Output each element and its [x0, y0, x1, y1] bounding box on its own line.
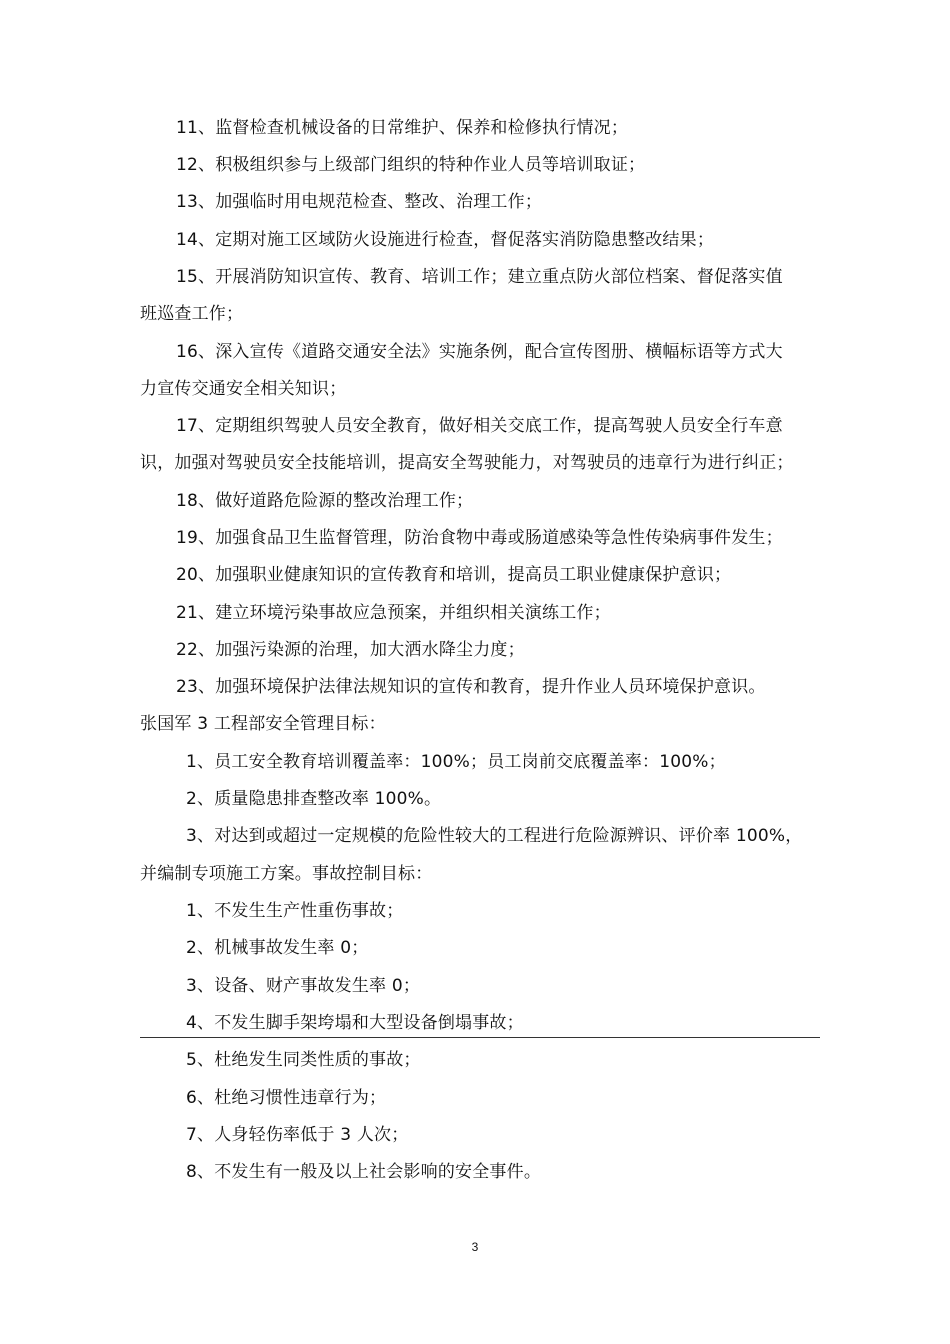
measure-item-14: 14、定期对施工区域防火设施进行检查，督促落实消防隐患整改结果；: [176, 230, 715, 250]
accident-target-5: 5、杜绝发生同类性质的事故；: [186, 1050, 421, 1070]
goal-item-2: 2、质量隐患排查整改率 100%。: [186, 789, 442, 809]
measure-item-16-continued: 力宣传交通安全相关知识；: [140, 379, 347, 399]
measure-item-19: 19、加强食品卫生监督管理，防治食物中毒或肠道感染等急性传染病事件发生；: [176, 528, 783, 548]
goal-item-3-continued: 并编制专项施工方案。事故控制目标：: [140, 864, 433, 884]
goal-item-3: 3、对达到或超过一定规模的危险性较大的工程进行危险源辨识、评价率 100%，: [186, 826, 803, 846]
measure-item-21: 21、建立环境污染事故应急预案，并组织相关演练工作；: [176, 603, 611, 623]
measure-item-13: 13、加强临时用电规范检查、整改、治理工作；: [176, 192, 543, 212]
measure-item-11: 11、监督检查机械设备的日常维护、保养和检修执行情况；: [176, 118, 629, 138]
accident-target-3: 3、设备、财产事故发生率 0；: [186, 976, 421, 996]
accident-target-6: 6、杜绝习惯性违章行为；: [186, 1088, 387, 1108]
horizontal-divider: [140, 1037, 820, 1038]
measure-item-22: 22、加强污染源的治理，加大洒水降尘力度；: [176, 640, 525, 660]
measure-item-15-continued: 班巡查工作；: [140, 304, 244, 324]
measure-item-17-continued: 识，加强对驾驶员安全技能培训，提高安全驾驶能力，对驾驶员的违章行为进行纠正；: [140, 453, 794, 473]
accident-target-1: 1、不发生生产性重伤事故；: [186, 901, 404, 921]
measure-item-20: 20、加强职业健康知识的宣传教育和培训，提高员工职业健康保护意识；: [176, 565, 732, 585]
measure-item-12: 12、积极组织参与上级部门组织的特种作业人员等培训取证；: [176, 155, 646, 175]
measure-item-18: 18、做好道路危险源的整改治理工作；: [176, 491, 474, 511]
goal-item-1: 1、员工安全教育培训覆盖率：100%；员工岗前交底覆盖率：100%；: [186, 752, 726, 772]
accident-target-4: 4、不发生脚手架垮塌和大型设备倒塌事故；: [186, 1013, 524, 1033]
accident-target-7: 7、人身轻伤率低于 3 人次；: [186, 1125, 409, 1145]
page-number: 3: [471, 1240, 479, 1254]
section-heading: 张国军 3 工程部安全管理目标：: [140, 714, 386, 734]
measure-item-15: 15、开展消防知识宣传、教育、培训工作；建立重点防火部位档案、督促落实值: [176, 267, 783, 287]
measure-item-23: 23、加强环境保护法律法规知识的宣传和教育，提升作业人员环境保护意识。: [176, 677, 766, 697]
accident-target-8: 8、不发生有一般及以上社会影响的安全事件。: [186, 1162, 542, 1182]
accident-target-2: 2、机械事故发生率 0；: [186, 938, 369, 958]
measure-item-17: 17、定期组织驾驶人员安全教育，做好相关交底工作，提高驾驶人员安全行车意: [176, 416, 783, 436]
measure-item-16: 16、深入宣传《道路交通安全法》实施条例，配合宣传图册、横幅标语等方式大: [176, 342, 783, 362]
